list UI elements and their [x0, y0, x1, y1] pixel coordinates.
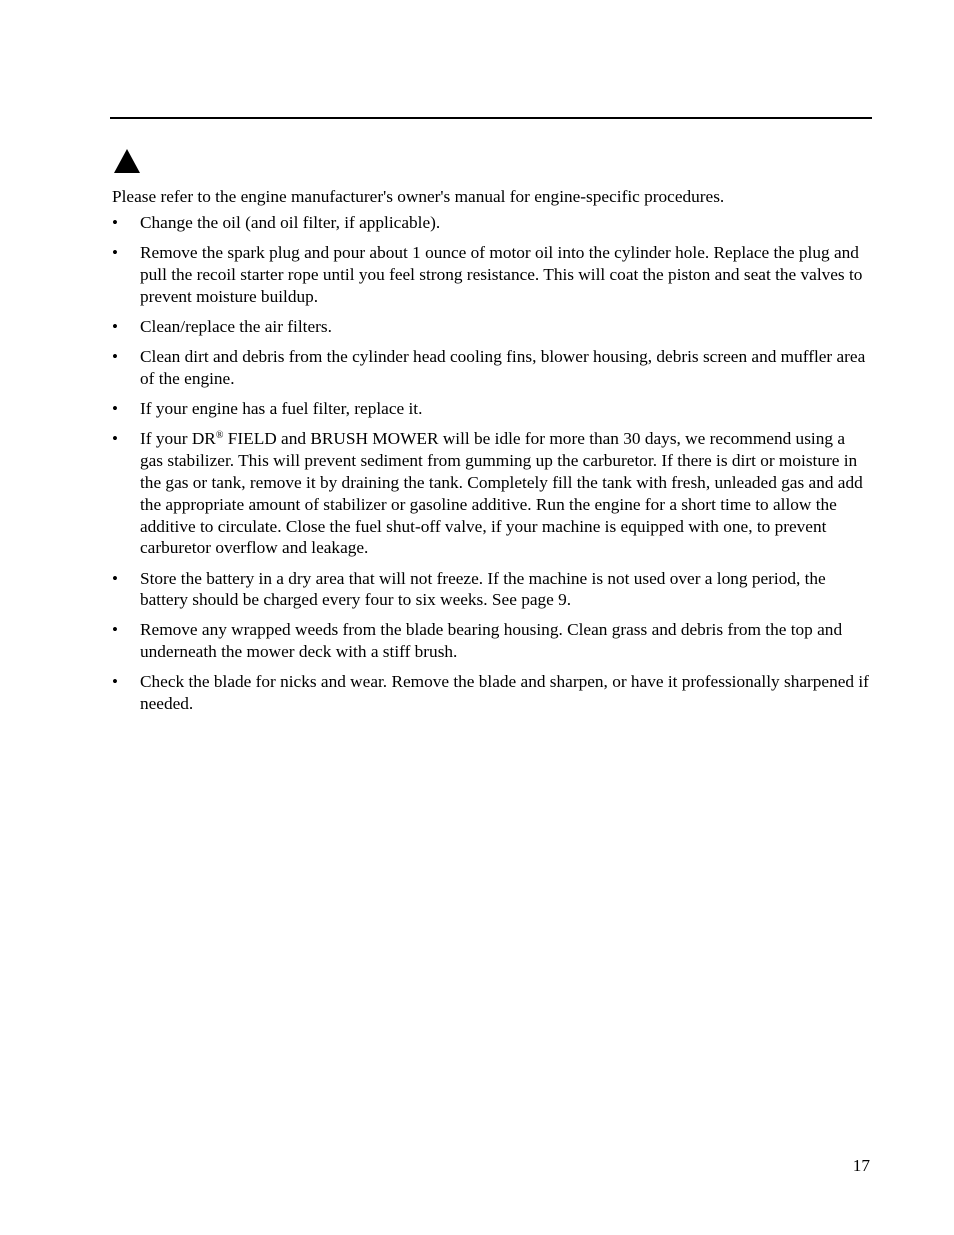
bullet-icon: •	[112, 399, 118, 419]
list-item-text-after: FIELD and BRUSH MOWER will be idle for more than 30 days, we recommend using a gas stabilizer. This will prevent sediment from gumming up the carburetor. If there is dirt or moisture in the gas or tank, remove it by draining the tank. Completely fill the tank with fresh, unleaded gas and add the appropriate amount of stabilizer or gasoline additive. Run the engine for a short time to allow the additive to circulate. Close the fuel shut-off valve, if your machine is equipped with one, to prevent carburetor overflow and leakage.	[140, 429, 863, 558]
header-rule	[110, 117, 872, 119]
intro-text: Please refer to the engine manufacturer's owner's manual for engine-specific procedures.	[112, 187, 725, 206]
list-item	[112, 671, 872, 715]
list-item-text: Store the battery in a dry area that will not freeze. If the machine is not used over a long period, the battery should be charged every four to six weeks. See page 9.	[140, 568, 826, 610]
warning-triangle-icon	[113, 148, 141, 174]
maintenance-list	[112, 212, 872, 723]
list-item-text: Clean/replace the air filters.	[140, 316, 332, 336]
list-item	[112, 428, 872, 559]
list-item-text: Remove the spark plug and pour about 1 ounce of motor oil into the cylinder hole. Replace the plug and pull the recoil starter rope until you feel strong resistance. This will coat the piston and seat the valves to prevent moisture buildup.	[140, 243, 863, 306]
list-item-text-before: If your DR	[140, 429, 216, 449]
list-item	[112, 398, 872, 420]
list-item-text: Change the oil (and oil filter, if applicable).	[140, 213, 441, 232]
list-item-text: If your engine has a fuel filter, replace it.	[140, 399, 423, 419]
list-item-text: Clean dirt and debris from the cylinder head cooling fins, blower housing, debris screen and muffler area of the engine.	[140, 347, 866, 388]
bullet-icon: •	[112, 316, 118, 336]
registered-mark: ®	[215, 430, 224, 442]
list-item	[112, 346, 872, 390]
list-item-text: Remove any wrapped weeds from the blade bearing housing. Clean grass and debris from the top and underneath the mower deck with a stiff brush.	[140, 620, 843, 662]
bullet-icon: •	[112, 243, 118, 263]
list-item-text: Check the blade for nicks and wear. Remove the blade and sharpen, or have it professionally sharpened if needed.	[140, 672, 869, 714]
list-item	[112, 316, 872, 338]
bullet-icon: •	[112, 672, 118, 692]
list-item	[112, 619, 872, 663]
list-item	[112, 242, 872, 307]
bullet-icon: •	[112, 568, 118, 588]
list-item	[112, 212, 872, 234]
bullet-icon: •	[112, 620, 118, 640]
bullet-icon: •	[112, 347, 118, 367]
bullet-icon: •	[112, 213, 118, 232]
page-number: 17	[852, 1156, 870, 1175]
list-item	[112, 568, 872, 612]
bullet-icon: •	[112, 429, 118, 449]
